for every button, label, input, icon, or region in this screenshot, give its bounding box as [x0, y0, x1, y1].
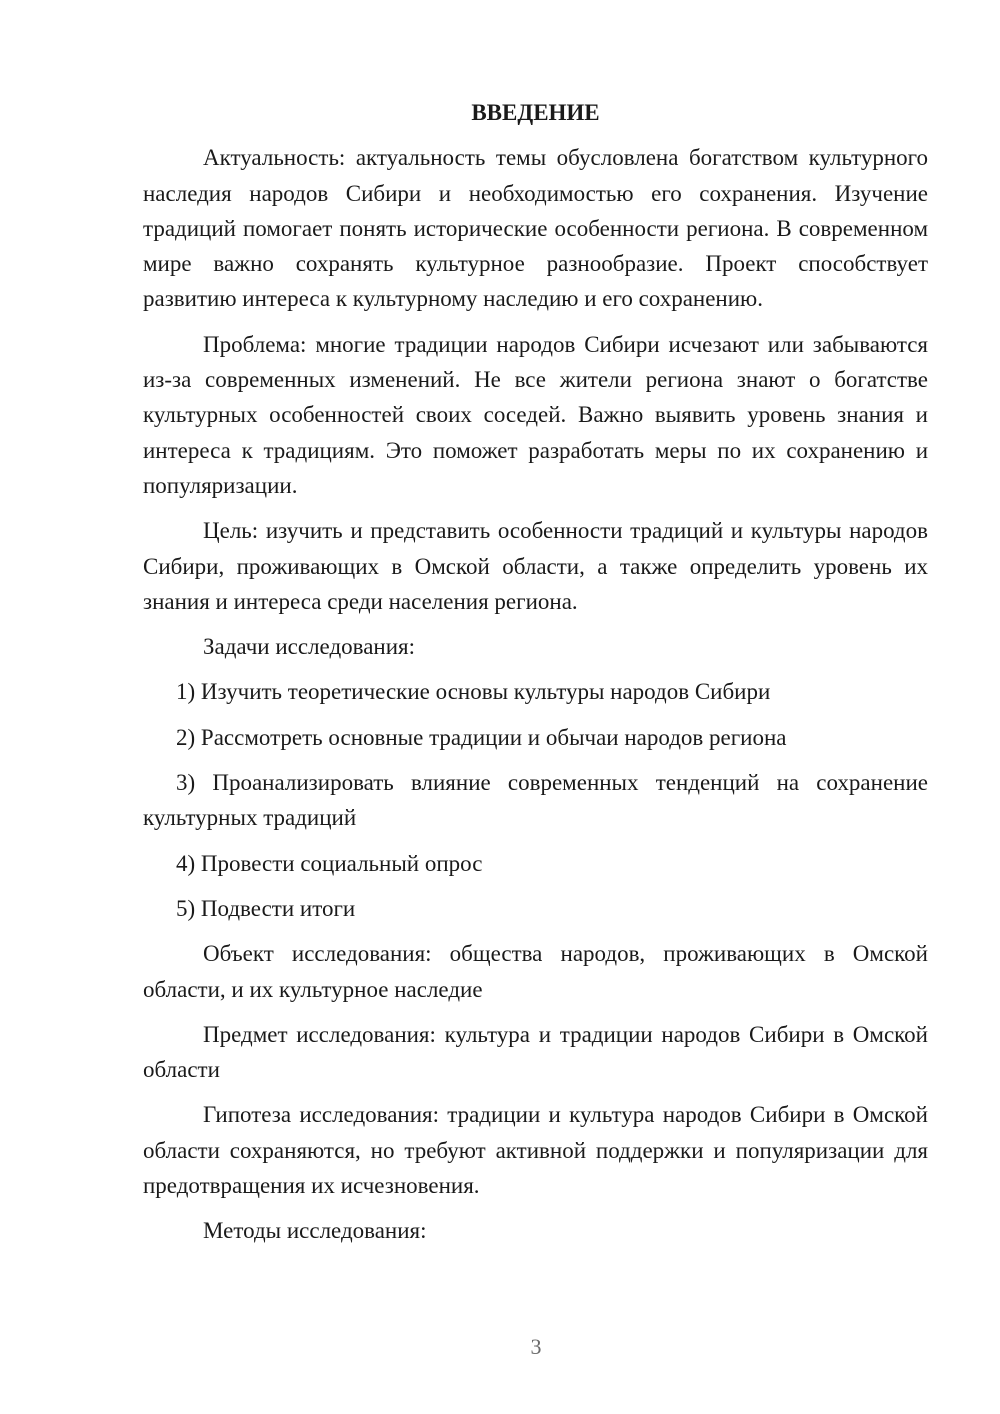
hypothesis-paragraph: Гипотеза исследования: традиции и культура народов Сибири в Омской области сохраняются, но требуют активной поддержки и популяризации для предотвращения их исчезновения.	[143, 1102, 928, 1199]
task-item-4: 4) Провести социальный опрос	[176, 850, 483, 876]
subject-paragraph: Предмет исследования: культура и традиции народов Сибири в Омской области	[143, 1021, 928, 1083]
page-number: 3	[530, 1334, 542, 1359]
task-item-5: 5) Подвести итоги	[176, 895, 356, 921]
methods-heading: Методы исследования:	[203, 1218, 427, 1244]
task-item-2: 2) Рассмотреть основные традиции и обычаи народов региона	[176, 724, 787, 750]
task-item-1: 1) Изучить теоретические основы культуры народов Сибири	[176, 679, 771, 705]
object-paragraph: Объект исследования: общества народов, проживающих в Омской области, и их культурное наследие	[143, 941, 928, 1002]
problem-paragraph: Проблема: многие традиции народов Сибири исчезают или забываются из-за современных изменений. Не все жители региона знают о богатстве культурных особенностей своих соседей. Важно выявить уровень знания и интереса к традициям. Это поможет разработать меры по их сохранению и популяризации.	[143, 331, 928, 498]
task-item-3: 3) Проанализировать влияние современных тенденций на сохранение культурных традиций	[143, 770, 928, 831]
goal-paragraph: Цель: изучить и представить особенности традиций и культуры народов Сибири, проживающих в Омской области, а также определить уровень их знания и интереса среди населения региона.	[143, 518, 928, 614]
relevance-paragraph: Актуальность: актуальность темы обусловлена богатством культурного наследия народов Сибири и необходимостью его сохранения. Изучение традиций помогает понять исторические особенности региона. В современном мире важно сохранять культурное разнообразие. Проект способствует развитию интереса к культурному наследию и его сохранению.	[143, 145, 928, 312]
section-title: ВВЕДЕНИЕ	[471, 100, 600, 125]
tasks-heading: Задачи исследования:	[203, 634, 416, 660]
page-content	[143, 95, 928, 1259]
